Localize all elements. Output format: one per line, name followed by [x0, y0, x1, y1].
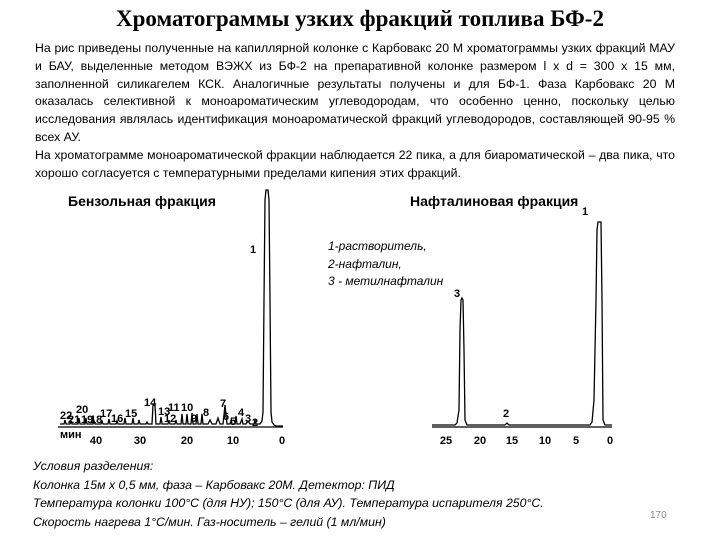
peak-label-8: 8: [203, 407, 210, 419]
peak-label-9: 9: [191, 413, 198, 425]
peak-label-2: 2: [252, 417, 259, 429]
peak-label-22: 22: [60, 410, 73, 422]
naphthalene-tick-0: 0: [606, 435, 614, 447]
benzene-tick-20: 20: [180, 435, 194, 447]
intro-paragraph-2: На хроматограмме моноароматической фракции наблюдается 22 пика, а для биароматической – два пика, что хорошо согласуется с температурными пределами кипения этих фракций.: [35, 147, 675, 180]
peak-label-11: 11: [168, 402, 180, 414]
naphthalene-peak-label-2: 2: [503, 408, 510, 420]
peak-label-13: 13: [158, 406, 171, 418]
benzene-tick-40: 40: [89, 435, 103, 447]
separation-conditions: [33, 457, 653, 531]
naphthalene-chromatogram: [432, 206, 613, 447]
conditions-temperature: Температура колонки 100°С (для НУ); 150°С (для АУ). Температура испарителя 250°С.: [33, 496, 544, 510]
naphthalene-chromatogram-title: Нафталиновая фракция: [410, 193, 579, 209]
peak-label-16: 16: [111, 413, 124, 425]
peak-label-18: 18: [90, 414, 103, 426]
peak-label-5: 5: [230, 416, 237, 428]
peak-label-6: 6: [223, 411, 230, 423]
peak-label-17: 17: [100, 408, 113, 420]
conditions-column: Колонка 15м х 0,5 мм, фаза – Карбовакс 20М. Детектор: ПИД: [33, 477, 395, 492]
conditions-heating-rate: Скорость нагрева 1°С/мин. Газ-носитель – гелий (1 мл/мин): [33, 514, 386, 529]
naphthalene-legend: [328, 238, 443, 291]
peak-label-10: 10: [181, 402, 194, 414]
page-number: 170: [650, 510, 667, 521]
benzene-tick-30: 30: [133, 435, 147, 447]
intro-paragraph-1: На рис приведены полученные на капиллярной колонке с Карбовакс 20 М хроматограммы узких фракций МАУ и БАУ, выделенные методом ВЭЖХ из БФ-2 на препаративной колонке размером l x d = 300 x 15 мм, заполненной силикагелем КСК. Аналогичные результаты получены и для БФ-1. Фаза Карбовакс 20 М оказалась селективной к моноароматическим углеводородам, что особенно ценно, поскольку целью исследования являлась идентификация моноароматической фракций углеводородов, составляющей 90-95 % всех АУ.: [35, 41, 675, 144]
benzene-time-unit: мин: [60, 429, 82, 441]
peak-label-19: 19: [81, 414, 94, 426]
peak-label-20: 20: [76, 404, 89, 416]
benzene-chromatogram-title: Бензольная фракция: [68, 193, 216, 209]
legend-item-solvent: 1-растворитель,: [328, 239, 427, 253]
benzene-tick-0: 0: [278, 435, 286, 447]
naphthalene-tick-15: 15: [505, 435, 519, 447]
peak-label-12: 12: [164, 413, 177, 425]
slide-title: Хроматограммы узких фракций топлива БФ-2: [116, 6, 604, 31]
legend-item-methylnaphthalene: 3 - метилнафталин: [328, 274, 444, 288]
naphthalene-tick-10: 10: [538, 435, 552, 447]
peak-label-1: 1: [250, 244, 257, 256]
naphthalene-tick-20: 20: [473, 435, 487, 447]
benzene-chromatogram: [58, 190, 285, 447]
naphthalene-peak-label-3: 3: [454, 288, 461, 300]
naphthalene-trace: [432, 222, 612, 425]
legend-item-naphthalene: 2-нафталин,: [328, 256, 402, 271]
benzene-tick-10: 10: [226, 435, 240, 447]
benzene-trace: [60, 190, 283, 426]
peak-label-4: 4: [238, 407, 245, 419]
peak-label-21: 21: [68, 414, 81, 426]
peak-label-7: 7: [220, 398, 227, 410]
naphthalene-tick-5: 5: [572, 435, 580, 447]
peak-label-15: 15: [125, 408, 138, 420]
peak-label-3: 3: [245, 413, 252, 425]
naphthalene-tick-25: 25: [439, 435, 453, 447]
conditions-heading: Условия разделения:: [33, 459, 154, 473]
naphthalene-peak-label-1: 1: [582, 206, 589, 218]
peak-label-14: 14: [144, 397, 157, 409]
